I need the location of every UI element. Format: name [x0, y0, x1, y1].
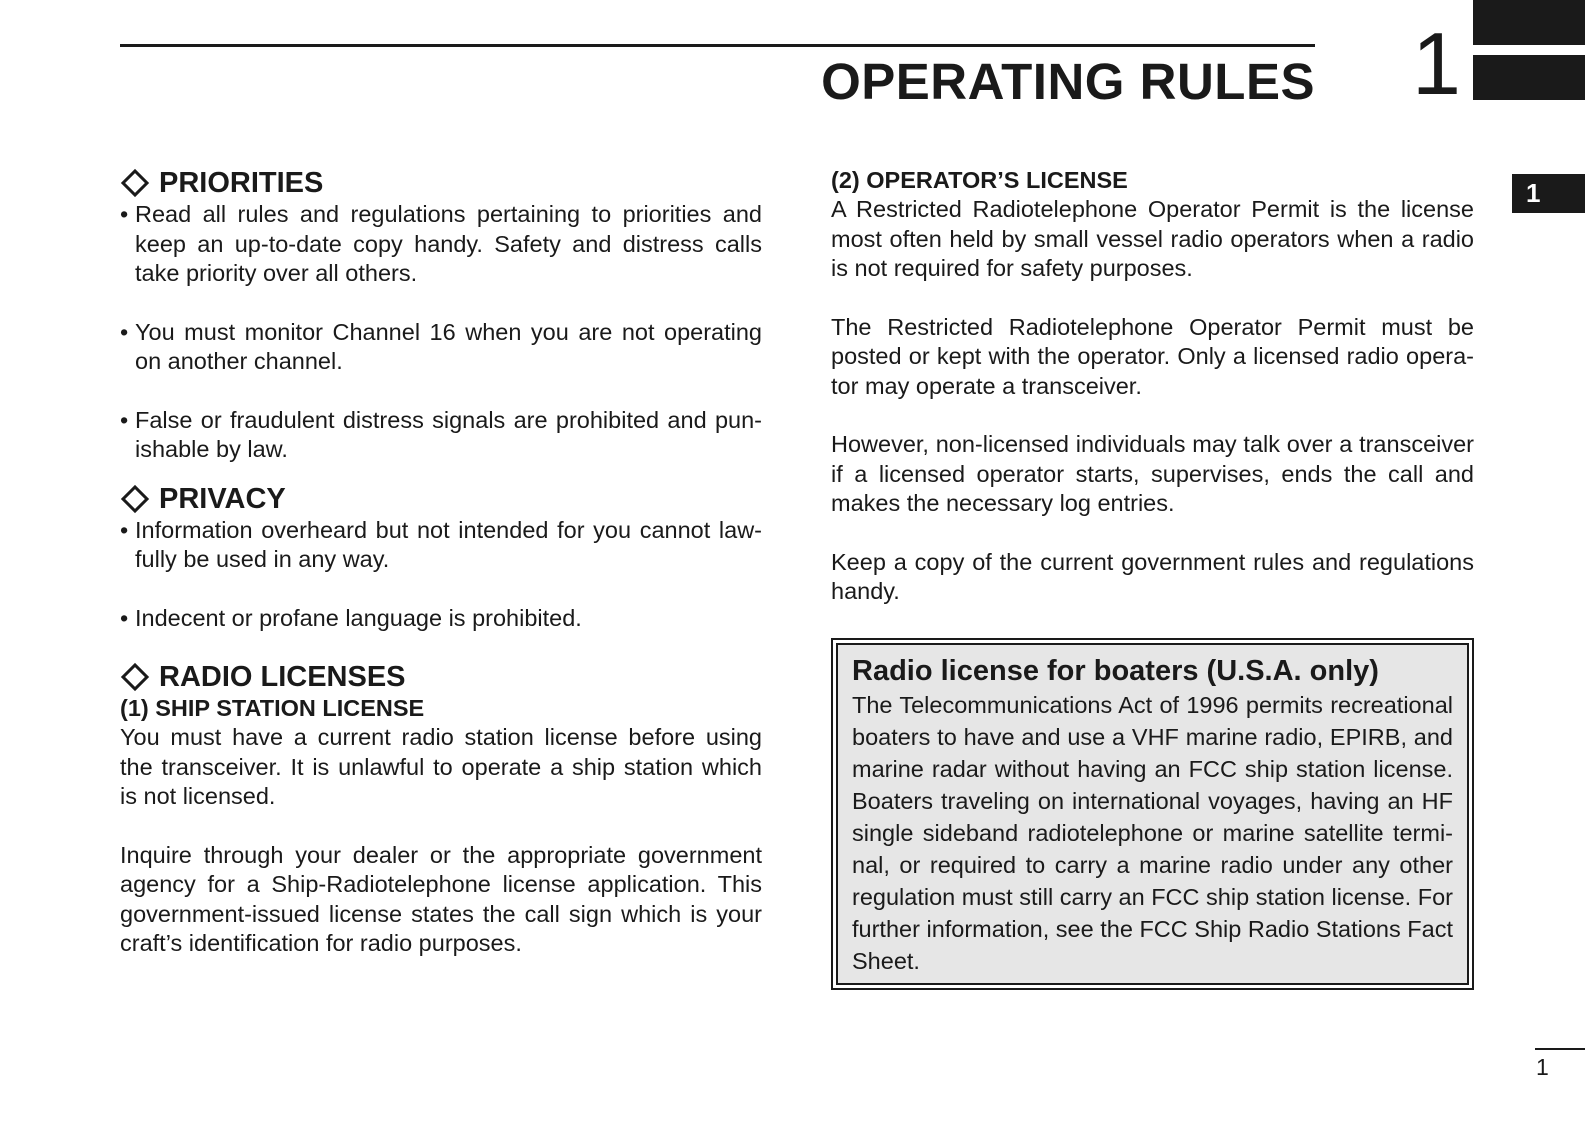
ship-station-paragraph: Inquire through your dealer or the appropriate government agency for a Ship-Radiotelephone license application. This government-issued license states the call sign which is your craft’s identification for radio purposes. — [120, 841, 762, 956]
priorities-bullet: • False or fraudulent distress signals are prohibited and pun-ishable by law. — [120, 406, 762, 465]
note-inner-panel — [836, 643, 1469, 985]
note-body: The Telecommunications Act of 1996 permits recreational boaters to have and use a VHF marine radio, EPIRB, and marine radar without having an FCC ship station license. Boaters traveling on international voyages, having an HF single sideband radiotelephone or marine satellite termi-nal, or required to carry a marine radio under any other regulation must still carry an FCC ship station license. For further information, see the FCC Ship Radio Stations Fact Sheet. — [852, 692, 1453, 974]
right-column — [831, 166, 1474, 607]
privacy-heading — [120, 482, 762, 516]
privacy-bullet: • Information overheard but not intended for you cannot law-fully be used in any way. — [120, 516, 762, 575]
operator-license-paragraph: Keep a copy of the current government rules and regulations handy. — [831, 548, 1474, 604]
left-column — [120, 166, 762, 959]
operator-license-paragraph: A Restricted Radiotelephone Operator Permit is the license most often held by small vessel radio operators when a radio is not required for safety purposes. — [831, 196, 1474, 281]
footer-rule — [1535, 1048, 1585, 1050]
priorities-bullet: • You must monitor Channel 16 when you are not operating on another channel. — [120, 318, 762, 377]
privacy-heading-text: PRIVACY — [159, 482, 286, 515]
chapter-tab-block-bottom — [1473, 55, 1585, 100]
chapter-title: OPERATING RULES — [821, 53, 1315, 110]
chapter-tab-block-top — [1473, 0, 1585, 45]
privacy-bullet: • Indecent or profane language is prohibited. — [120, 604, 762, 634]
radio-license-note-box — [831, 638, 1474, 990]
priorities-heading — [120, 166, 762, 200]
side-chapter-tab: 1 — [1512, 174, 1585, 213]
operator-license-paragraph: However, non-licensed individuals may talk over a transceiver if a licensed operator starts, supervises, ends the call and makes the necessary log entries. — [831, 431, 1474, 516]
diamond-icon — [121, 169, 149, 197]
note-title: Radio license for boaters (U.S.A. only) — [852, 655, 1379, 687]
radio-licenses-heading — [120, 660, 762, 694]
diamond-icon — [121, 484, 149, 512]
operator-license-heading: (2) OPERATOR’S LICENSE — [831, 167, 1128, 193]
diamond-icon — [121, 663, 149, 691]
ship-station-license-heading: (1) SHIP STATION LICENSE — [120, 695, 425, 721]
chapter-number: 1 — [1412, 14, 1461, 113]
radio-licenses-heading-text: RADIO LICENSES — [159, 661, 406, 693]
ship-station-paragraph: You must have a current radio station license before using the transceiver. It is unlawful to operate a ship station which is not licensed. — [120, 724, 762, 809]
header-rule — [120, 44, 1315, 47]
operator-license-paragraph: The Restricted Radiotelephone Operator Permit must be posted or kept with the operator. Only a licensed radio opera-tor may operate a transceiver. — [831, 313, 1474, 399]
priorities-heading-text: PRIORITIES — [159, 167, 324, 199]
priorities-bullet: • Read all rules and regulations pertaining to priorities and keep an up-to-date copy handy. Safety and distress calls take priority over all others. — [120, 200, 762, 289]
page-number: 1 — [1536, 1054, 1549, 1080]
